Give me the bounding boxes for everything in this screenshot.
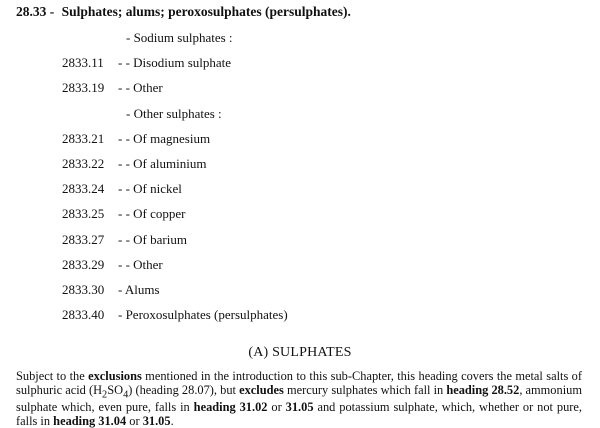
para-bold-text: heading 31.02	[193, 400, 268, 415]
tariff-entry-row	[0, 257, 600, 275]
tariff-description: - - Of nickel	[118, 181, 182, 196]
para-text: or	[267, 400, 286, 415]
para-bold-text: 31.05	[142, 413, 171, 428]
para-bold-text: excludes	[239, 382, 284, 397]
tariff-description: - - Other	[118, 257, 163, 272]
tariff-description: - - Disodium sulphate	[118, 55, 232, 70]
tariff-code: 2833.40	[62, 307, 105, 322]
section-title: (A) SULPHATES	[248, 345, 352, 360]
tariff-entry-row	[0, 282, 600, 300]
tariff-code: 2833.21	[62, 131, 105, 146]
subheading-row	[0, 30, 600, 48]
para-subscript: 4	[123, 388, 129, 400]
para-text: and potassium sulphate, which, whether or not pure, falls in	[16, 400, 582, 428]
tariff-entry-row	[0, 307, 600, 325]
para-text: mercury sulphates which fall in	[283, 382, 447, 397]
tariff-code: 2833.19	[62, 80, 105, 95]
heading-title: Sulphates; alums; peroxosulphates (persulphates).	[61, 4, 351, 19]
tariff-description: - - Of magnesium	[118, 131, 211, 146]
tariff-code: 2833.11	[62, 55, 104, 70]
para-subscript: 2	[102, 388, 108, 400]
para-text: ) (heading 28.07), but	[128, 382, 240, 397]
heading-number: 28.33 -	[16, 4, 55, 19]
para-text: SO	[107, 382, 124, 397]
tariff-description: - Other sulphates :	[126, 106, 222, 121]
para-text: , ammonium sulphate which, even pure, falls in	[16, 382, 582, 415]
para-text: .	[170, 413, 174, 428]
tariff-code: 2833.30	[62, 282, 105, 297]
tariff-entry-row	[0, 80, 600, 98]
para-bold-text: 31.05	[285, 400, 314, 415]
tariff-code: 2833.24	[62, 181, 105, 196]
tariff-code: 2833.22	[62, 156, 105, 171]
para-bold-text: heading 28.52	[446, 382, 520, 397]
tariff-description: - Sodium sulphates :	[126, 30, 233, 45]
tariff-description: - - Of copper	[118, 206, 186, 221]
para-bold-text: exclusions	[88, 369, 142, 383]
tariff-entry-row	[0, 181, 600, 199]
tariff-code: 2833.27	[62, 232, 105, 247]
tariff-entry-row	[0, 131, 600, 149]
tariff-description: - Alums	[118, 282, 160, 297]
tariff-code: 2833.25	[62, 206, 105, 221]
tariff-description: - - Of barium	[118, 232, 187, 247]
para-text: or	[126, 413, 143, 428]
tariff-description: - - Of aluminium	[118, 156, 207, 171]
para-text: mentioned in the introduction to this sub-Chapter, this heading covers the metal salts of sulphuric acid (H	[16, 369, 582, 397]
tariff-entry-row	[0, 156, 600, 174]
explanatory-paragraph	[16, 370, 582, 428]
tariff-entry-row	[0, 206, 600, 224]
tariff-description: - - Other	[118, 80, 163, 95]
tariff-description: - Peroxosulphates (persulphates)	[118, 307, 288, 322]
tariff-code: 2833.29	[62, 257, 105, 272]
para-bold-text: heading 31.04	[53, 413, 127, 428]
heading-line	[16, 4, 351, 20]
para-text: Subject to the	[16, 369, 89, 383]
tariff-entry-row	[0, 55, 600, 73]
subheading-row	[0, 106, 600, 124]
tariff-entry-row	[0, 232, 600, 250]
